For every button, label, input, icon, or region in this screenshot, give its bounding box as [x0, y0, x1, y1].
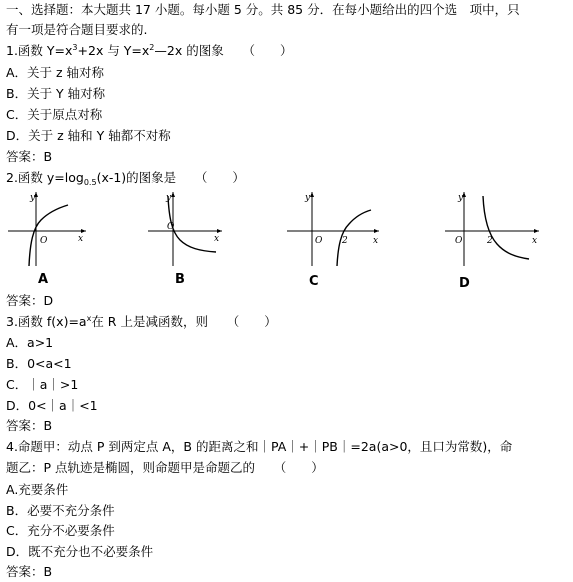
- graph-a: [6, 188, 90, 268]
- q1-stem-suffix: —2x 的图象 （ ）: [154, 43, 293, 58]
- graph-d-origin-label: O: [455, 236, 463, 246]
- q3-exp: x: [86, 314, 92, 323]
- q4-answer: 答案：B: [6, 564, 53, 579]
- graph-b-x-label: x: [214, 234, 220, 244]
- q3-option-b: B．0<a<1: [6, 356, 72, 371]
- q4-stem-line-1: 4.命题甲：动点 P 到两定点 A，B 的距离之和｜PA｜+｜PB｜=2a(a>0，且口为常数)，命: [6, 439, 513, 454]
- q1-option-b: B．关于 Y 轴对称: [6, 86, 106, 101]
- graph-d-label: D: [459, 276, 470, 291]
- graph-a-x-arrow: [81, 229, 86, 233]
- graph-d-x-label: x: [532, 236, 538, 246]
- q3-stem: [6, 312, 277, 332]
- q1-option-c: C．关于原点对称: [6, 107, 103, 122]
- section-intro-line-2: 有一项是符合题目要求的.: [6, 22, 148, 37]
- q2-stem-prefix: 2.函数 y=log: [6, 170, 84, 185]
- q4-option-c: C．充分不必要条件: [6, 523, 115, 538]
- graph-c-mark-label: 2: [342, 236, 348, 246]
- graph-b-curve: [168, 196, 216, 252]
- graph-b-y-label: y: [166, 193, 172, 203]
- graph-a-x-label: x: [78, 234, 84, 244]
- section-intro-line-1: 一、选择题：本大题共 17 小题。每小题 5 分。共 85 分．在每小题给出的四个选 项中，只: [6, 2, 520, 17]
- graph-a-label: A: [38, 272, 49, 287]
- q4-option-b: B．必要不充分条件: [6, 503, 115, 518]
- graph-c-x-label: x: [373, 236, 379, 246]
- q2-stem: [6, 168, 245, 188]
- graph-b-y-arrow: [171, 192, 175, 197]
- q4-stem-line-2: 题乙：P 点轨迹是椭圆，则命题甲是命题乙的 （ ）: [6, 460, 324, 475]
- q3-option-c: C．｜a｜>1: [6, 377, 79, 392]
- graph-d-y-label: y: [458, 193, 464, 203]
- graph-b-origin-label: O: [167, 222, 175, 232]
- graph-c: [285, 188, 383, 268]
- q1-stem: [6, 41, 292, 61]
- graph-d: [443, 188, 543, 268]
- q1-option-d: D．关于 z 轴和 Y 轴都不对称: [6, 128, 171, 143]
- graph-a-origin-label: O: [40, 236, 48, 246]
- q1-stem-mid: +2x 与 Y=x: [77, 43, 150, 58]
- q3-stem-prefix: 3.函数 f(x)=a: [6, 314, 87, 329]
- graph-b-x-arrow: [217, 229, 222, 233]
- q1-answer: 答案：B: [6, 149, 53, 164]
- graph-c-x-arrow: [374, 229, 379, 233]
- graph-a-y-label: y: [30, 193, 36, 203]
- graph-d-curve: [483, 196, 529, 259]
- q3-option-d: D．0<｜a｜<1: [6, 398, 98, 413]
- graph-d-mark-label: 2: [487, 236, 493, 246]
- q2-log-base: 0.5: [83, 178, 97, 187]
- graph-d-x-arrow: [534, 229, 539, 233]
- q4-option-a: A.充要条件: [6, 482, 69, 497]
- q1-exp-2: 2: [149, 43, 155, 52]
- graph-c-y-arrow: [310, 192, 314, 197]
- graph-c-y-label: y: [305, 193, 311, 203]
- q1-option-a: A．关于 z 轴对称: [6, 65, 105, 80]
- graph-c-label: C: [309, 274, 319, 289]
- q1-stem-prefix: 1.函数 Y=x: [6, 43, 73, 58]
- q2-stem-suffix: (x-1)的图象是 （ ）: [96, 170, 245, 185]
- graph-a-curve: [29, 205, 68, 266]
- q3-option-a: A．a>1: [6, 335, 54, 350]
- q1-exp-1: 3: [72, 43, 78, 52]
- q3-answer: 答案：B: [6, 418, 53, 433]
- q3-stem-suffix: 在 R 上是减函数，则 （ ）: [91, 314, 277, 329]
- graph-c-origin-label: O: [315, 236, 323, 246]
- q2-answer: 答案：D: [6, 293, 54, 308]
- graph-b: [146, 188, 226, 268]
- q4-option-d: D．既不充分也不必要条件: [6, 544, 154, 559]
- graph-b-label: B: [175, 272, 185, 287]
